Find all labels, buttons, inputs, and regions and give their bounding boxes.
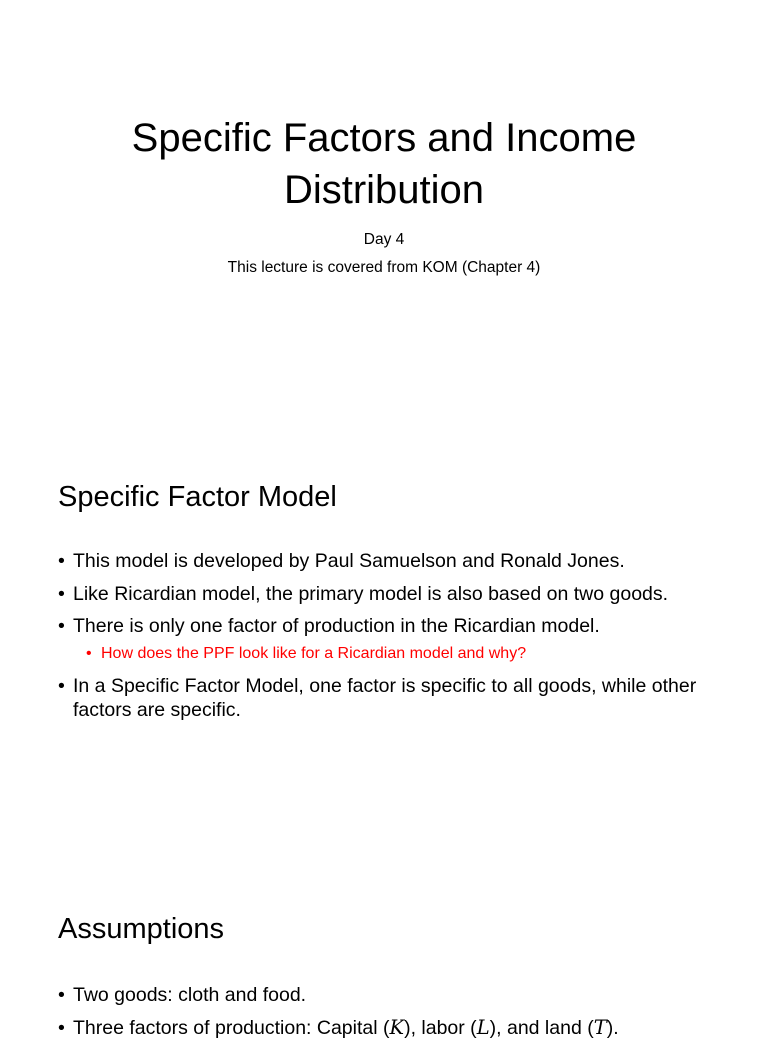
bullet-text: This model is developed by Paul Samuelson and Ronald Jones. [73, 550, 625, 572]
bullet-text: In a Specific Factor Model, one factor is specific to all goods, while other factors are specific. [73, 674, 697, 721]
specific-factor-model-slide [0, 436, 768, 868]
lecture-title [60, 112, 708, 216]
bullet-text: Two goods: cloth and food. [73, 984, 307, 1006]
bullet-item [58, 614, 718, 638]
assumptions-slide [0, 872, 768, 1039]
slide-heading: Assumptions [58, 913, 225, 945]
bullet-text: There is only one factor of production in the Ricardian model. [73, 615, 600, 637]
lecture-source: This lecture is covered from KOM (Chapter 4) [227, 259, 541, 276]
bullet-list [58, 549, 718, 730]
bullet-item [58, 1016, 718, 1040]
bullet-text: How does the PPF look like for a Ricardian model and why? [101, 644, 527, 662]
lecture-title-line-1: Specific Factors and Income [131, 116, 637, 160]
bullet-text: Like Ricardian model, the primary model is also based on two goods. [73, 582, 669, 605]
slide-heading: Specific Factor Model [58, 481, 337, 513]
math-symbol-land: T [593, 1015, 607, 1039]
bullet-text: ), and land ( [489, 1016, 594, 1039]
bullet-text: ). [606, 1016, 619, 1039]
bullet-text: ), labor ( [404, 1016, 477, 1039]
bullet-item [58, 549, 718, 573]
sub-bullet-question [86, 644, 718, 664]
bullet-item [58, 983, 718, 1007]
bullet-text: Three factors of production: Capital ( [73, 1016, 390, 1039]
lecture-day: Day 4 [363, 231, 405, 248]
lecture-title-line-2: Distribution [283, 168, 485, 212]
math-symbol-labor: L [476, 1015, 490, 1039]
title-slide [0, 0, 768, 432]
math-symbol-capital: K [389, 1015, 405, 1039]
bullet-item [58, 582, 718, 606]
bullet-list [58, 983, 718, 1048]
bullet-item [58, 674, 718, 722]
